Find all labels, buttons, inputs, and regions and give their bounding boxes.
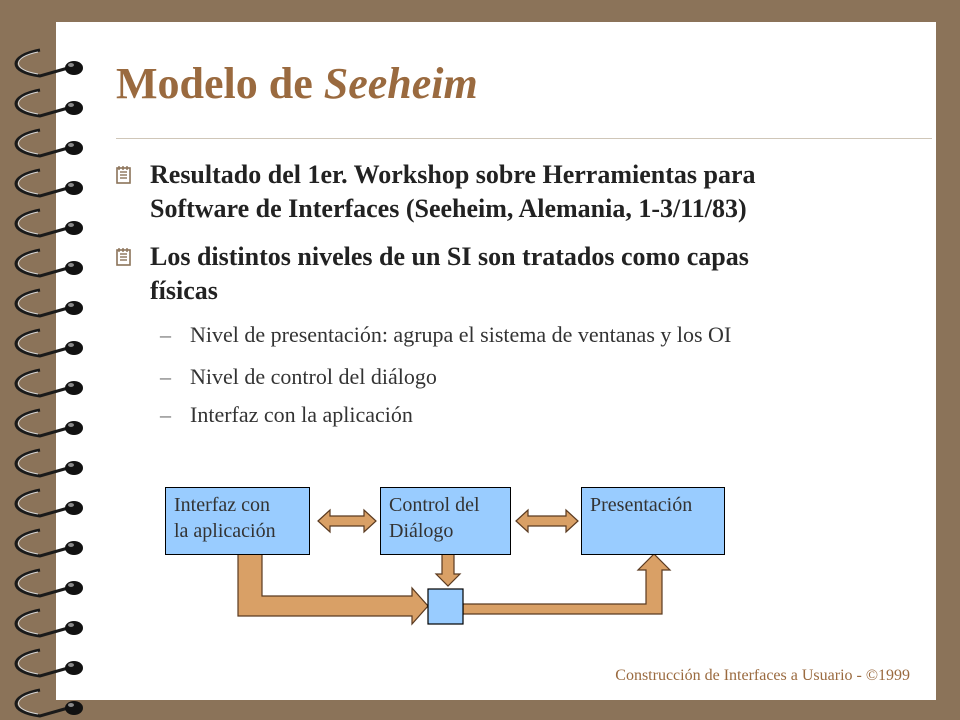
sub-item-dash: – [160,364,171,389]
bullet-2-line-1: Los distintos niveles de un SI son tratados como capas [150,242,749,271]
title-divider [116,138,932,139]
notepad-icon [114,246,136,268]
spiral-ring-icon [16,570,83,596]
box-app-line-2: la aplicación [174,520,276,542]
spiral-ring-icon [16,90,83,116]
slide-footer: Construcción de Interfaces a Usuario - ©1999 [615,667,910,684]
sub-item-2 [160,364,437,390]
bullet-1-line-2: Software de Interfaces (Seeheim, Alemania, 1-3/11/83) [150,194,747,223]
notepad-icon [114,164,136,186]
sub-item-3 [160,402,413,428]
bullet-2-line-2: físicas [150,276,218,305]
spiral-ring-icon [16,450,83,476]
sub-item-text: Nivel de control del diálogo [190,364,437,389]
slide-page [56,22,936,700]
spiral-ring-icon [16,610,83,636]
bullet-1-line-1: Resultado del 1er. Workshop sobre Herramientas para [150,160,756,189]
spiral-ring-icon [16,690,83,716]
spiral-ring-icon [16,50,83,76]
spiral-ring-icon [16,250,83,276]
sub-item-dash: – [160,322,171,347]
sub-item-dash: – [160,402,171,427]
spiral-binding [0,0,110,720]
box-app-line-1: Interfaz con [174,494,271,516]
spiral-ring-icon [16,290,83,316]
spiral-ring-icon [16,130,83,156]
spiral-ring-icon [16,370,83,396]
sub-item-1 [160,322,732,348]
title-text: Modelo de [116,59,324,108]
spiral-ring-icon [16,490,83,516]
sub-item-text: Interfaz con la aplicación [190,402,413,427]
bullet-item-2 [150,240,910,308]
spiral-ring-icon [16,530,83,556]
box-presentacion [581,487,725,555]
title-italic-text: Seeheim [323,59,478,108]
spiral-ring-icon [16,410,83,436]
box-ctrl-line-2: Diálogo [389,520,454,542]
spiral-ring-icon [16,170,83,196]
box-ctrl-line-1: Control del [389,494,480,516]
spiral-ring-icon [16,330,83,356]
sub-item-text: Nivel de presentación: agrupa el sistema de ventanas y los OI [190,322,732,347]
spiral-ring-icon [16,210,83,236]
slide-title [116,58,478,109]
box-pres-label: Presentación [590,494,693,516]
box-control-dialogo [380,487,511,555]
box-interfaz-aplicacion [165,487,310,555]
spiral-ring-icon [16,650,83,676]
bullet-item-1 [150,158,910,226]
